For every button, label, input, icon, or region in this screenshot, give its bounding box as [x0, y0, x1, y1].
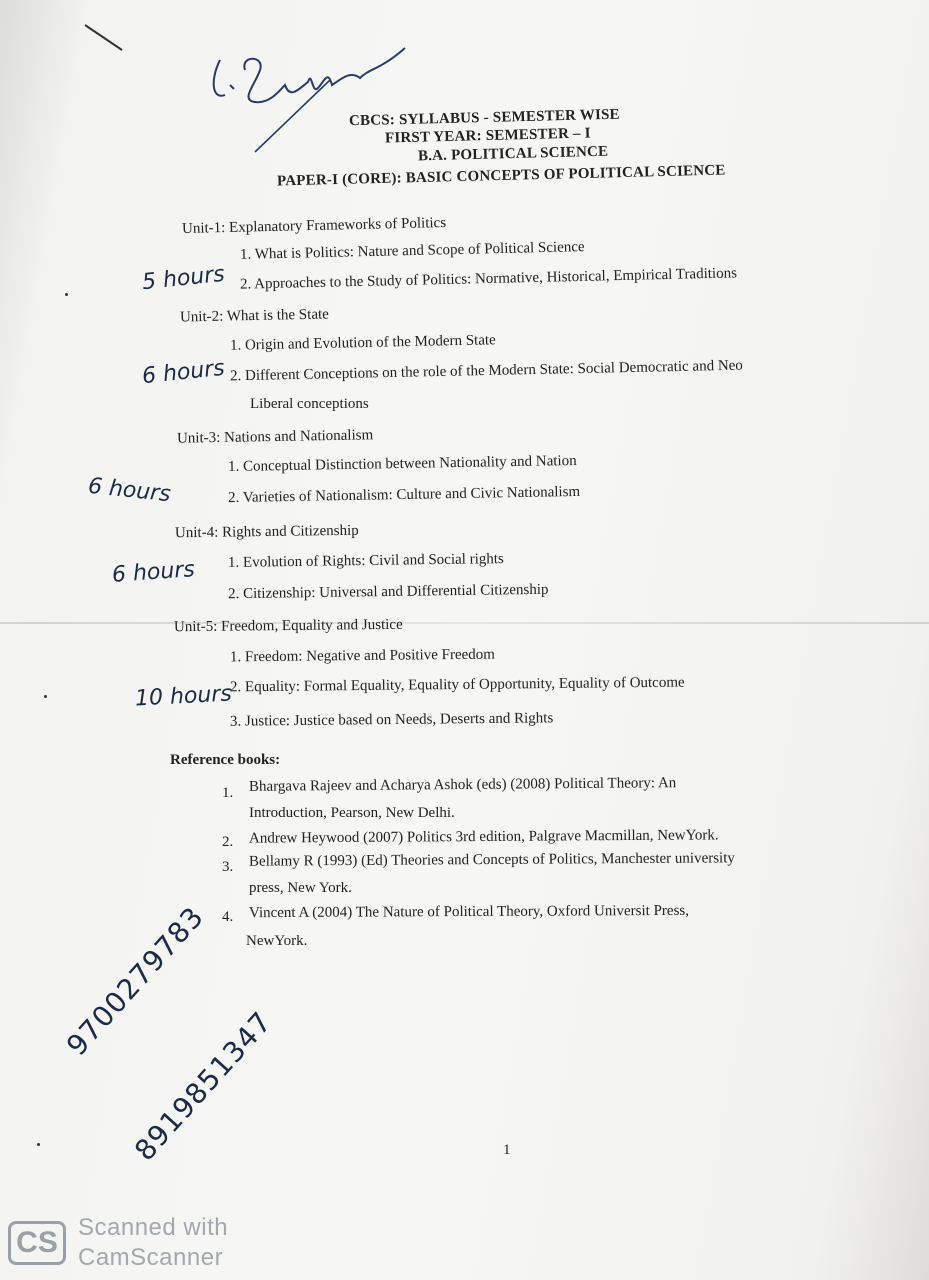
unit-5-item-3: 3. Justice: Justice based on Needs, Deserts and Rights [229, 710, 554, 730]
page-number: 1 [503, 1142, 511, 1158]
camscanner-watermark [8, 1213, 228, 1273]
unit-5-hours-note: 10 hours [134, 681, 233, 712]
unit-2-item-1: 1. Origin and Evolution of the Modern State [229, 332, 496, 354]
unit-3-item-2: 2. Varieties of Nationalism: Culture and Civic Nationalism [227, 483, 581, 507]
speck [44, 695, 47, 698]
reference-1-line-1: Bhargava Rajeev and Acharya Ashok (eds) (2008) Political Theory: An [248, 775, 677, 795]
reference-3-number: 3. [222, 859, 234, 875]
watermark-text [78, 1213, 228, 1273]
speck [65, 293, 68, 296]
course-name: B.A. POLITICAL SCIENCE [417, 143, 609, 165]
reference-4-number: 4. [222, 909, 234, 925]
syllabus-title: CBCS: SYLLABUS - SEMESTER WISE [348, 106, 620, 130]
reference-3-line-1: Bellamy R (1993) (Ed) Theories and Concepts of Politics, Manchester university [248, 850, 735, 870]
paper-title: PAPER-I (CORE): BASIC CONCEPTS OF POLITICAL SCIENCE [276, 162, 726, 190]
paper-fold-line [0, 622, 929, 624]
reference-1-line-2: Introduction, Pearson, New Delhi. [249, 805, 455, 821]
unit-2-item-2-cont: Liberal conceptions [250, 396, 369, 412]
reference-heading: Reference books: [170, 752, 281, 768]
speck [37, 1143, 40, 1146]
reference-2-line-1: Andrew Heywood (2007) Politics 3rd edition, Palgrave Macmillan, NewYork. [248, 827, 719, 847]
watermark-line-2: CamScanner [78, 1244, 224, 1271]
unit-2-hours-note: 6 hours [140, 355, 226, 390]
unit-2-item-2: 2. Different Conceptions on the role of the Modern State: Social Democratic and Neo [229, 357, 744, 385]
reference-3-line-2: press, New York. [249, 880, 352, 896]
unit-1-title: Unit-1: Explanatory Frameworks of Politics [181, 215, 447, 237]
unit-4-item-1: 1. Evolution of Rights: Civil and Social rights [227, 551, 504, 571]
handwritten-phone-1: 9700279783 [60, 900, 211, 1063]
reference-1-number: 1. [222, 785, 234, 801]
unit-5-title: Unit-5: Freedom, Equality and Justice [173, 616, 403, 636]
unit-5-item-2: 2. Equality: Formal Equality, Equality of Opportunity, Equality of Outcome [229, 674, 685, 696]
reference-4-line-1: Vincent A (2004) The Nature of Political Theory, Oxford Universit Press, [248, 902, 690, 922]
unit-1-item-1: 1. What is Politics: Nature and Scope of Political Science [239, 239, 585, 263]
unit-1-item-2: 2. Approaches to the Study of Politics: Normative, Historical, Empirical Traditions [239, 265, 738, 293]
unit-2-title: Unit-2: What is the State [179, 306, 330, 326]
unit-4-hours-note: 6 hours [111, 557, 196, 588]
watermark-line-1: Scanned with [78, 1214, 229, 1241]
reference-4-line-2: NewYork. [246, 933, 308, 949]
unit-4-item-2: 2. Citizenship: Universal and Differential Citizenship [227, 581, 549, 603]
unit-3-title: Unit-3: Nations and Nationalism [176, 427, 374, 447]
handwritten-phone-2: 8919851347 [128, 1005, 279, 1168]
camscanner-logo-icon: CS [8, 1221, 66, 1265]
unit-3-item-1: 1. Conceptual Distinction between Nationality and Nation [227, 452, 577, 476]
year-semester: FIRST YEAR: SEMESTER – I [384, 125, 591, 147]
unit-3-hours-note: 6 hours [86, 473, 172, 508]
unit-1-hours-note: 5 hours [140, 261, 226, 296]
reference-2-number: 2. [222, 834, 234, 850]
unit-5-item-1: 1. Freedom: Negative and Positive Freedom [229, 646, 496, 666]
unit-4-title: Unit-4: Rights and Citizenship [174, 522, 359, 542]
corner-mark [80, 20, 130, 60]
